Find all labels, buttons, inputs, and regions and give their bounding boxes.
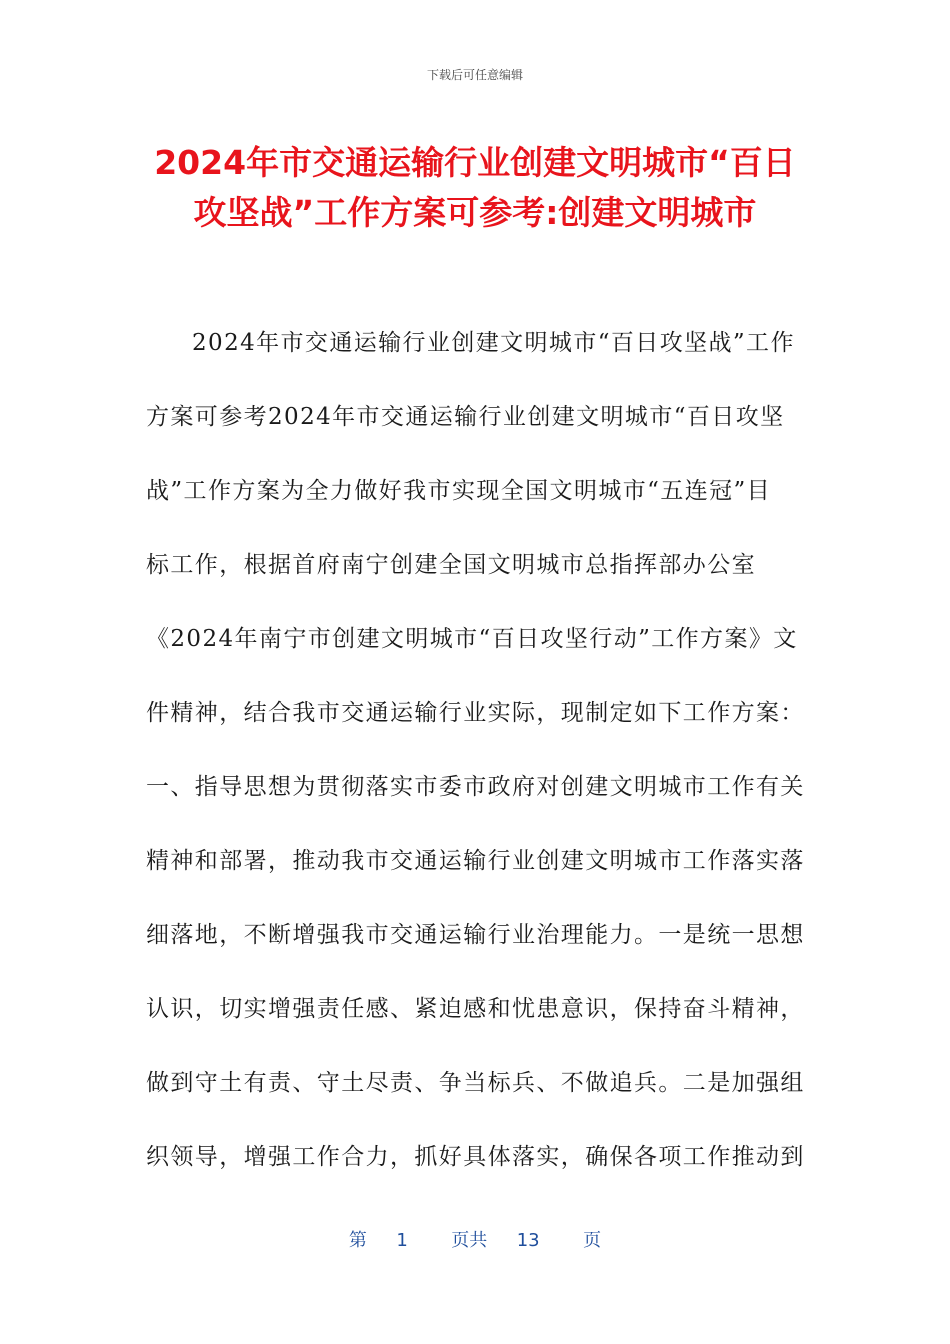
body-line: 一、指导思想为贯彻落实市委市政府对创建文明城市工作有关: [146, 774, 805, 800]
body-line: 方案可参考2024年市交通运输行业创建文明城市“百日攻坚: [146, 404, 785, 430]
body-line: 2024年市交通运输行业创建文明城市“百日攻坚战”工作: [192, 330, 795, 356]
footer-current-page: 1: [396, 1230, 408, 1251]
footer-page-suffix: 页: [583, 1230, 602, 1251]
body-line: 认识，切实增强责任感、紧迫感和忧患意识，保持奋斗精神，: [146, 996, 805, 1022]
body-line: 战”工作方案为全力做好我市实现全国文明城市“五连冠”目: [146, 478, 772, 504]
document-title: [120, 138, 830, 238]
footer-page-mid: 页共: [451, 1230, 488, 1251]
title-line-1: 2024年市交通运输行业创建文明城市“百日: [154, 143, 796, 182]
body-line: 细落地，不断增强我市交通运输行业治理能力。一是统一思想: [146, 922, 805, 948]
body-line: 件精神，结合我市交通运输行业实际，现制定如下工作方案：: [146, 700, 805, 726]
body-line: 织领导，增强工作合力，抓好具体落实，确保各项工作推动到: [146, 1144, 805, 1170]
body-line: 精神和部署，推动我市交通运输行业创建文明城市工作落实落: [146, 848, 805, 874]
header-note: 下载后可任意编辑: [426, 68, 523, 82]
title-line-2: 攻坚战”工作方案可参考:创建文明城市: [193, 193, 757, 232]
body-line: 标工作，根据首府南宁创建全国文明城市总指挥部办公室: [146, 552, 756, 578]
body-line: 做到守土有责、守土尽责、争当标兵、不做追兵。二是加强组: [146, 1070, 805, 1096]
body-line: 《2024年南宁市创建文明城市“百日攻坚行动”工作方案》文: [146, 626, 798, 652]
footer-page-prefix: 第: [348, 1230, 367, 1251]
document-body: [146, 318, 804, 1206]
page-footer: [0, 1226, 950, 1252]
footer-total-pages: 13: [516, 1230, 540, 1251]
